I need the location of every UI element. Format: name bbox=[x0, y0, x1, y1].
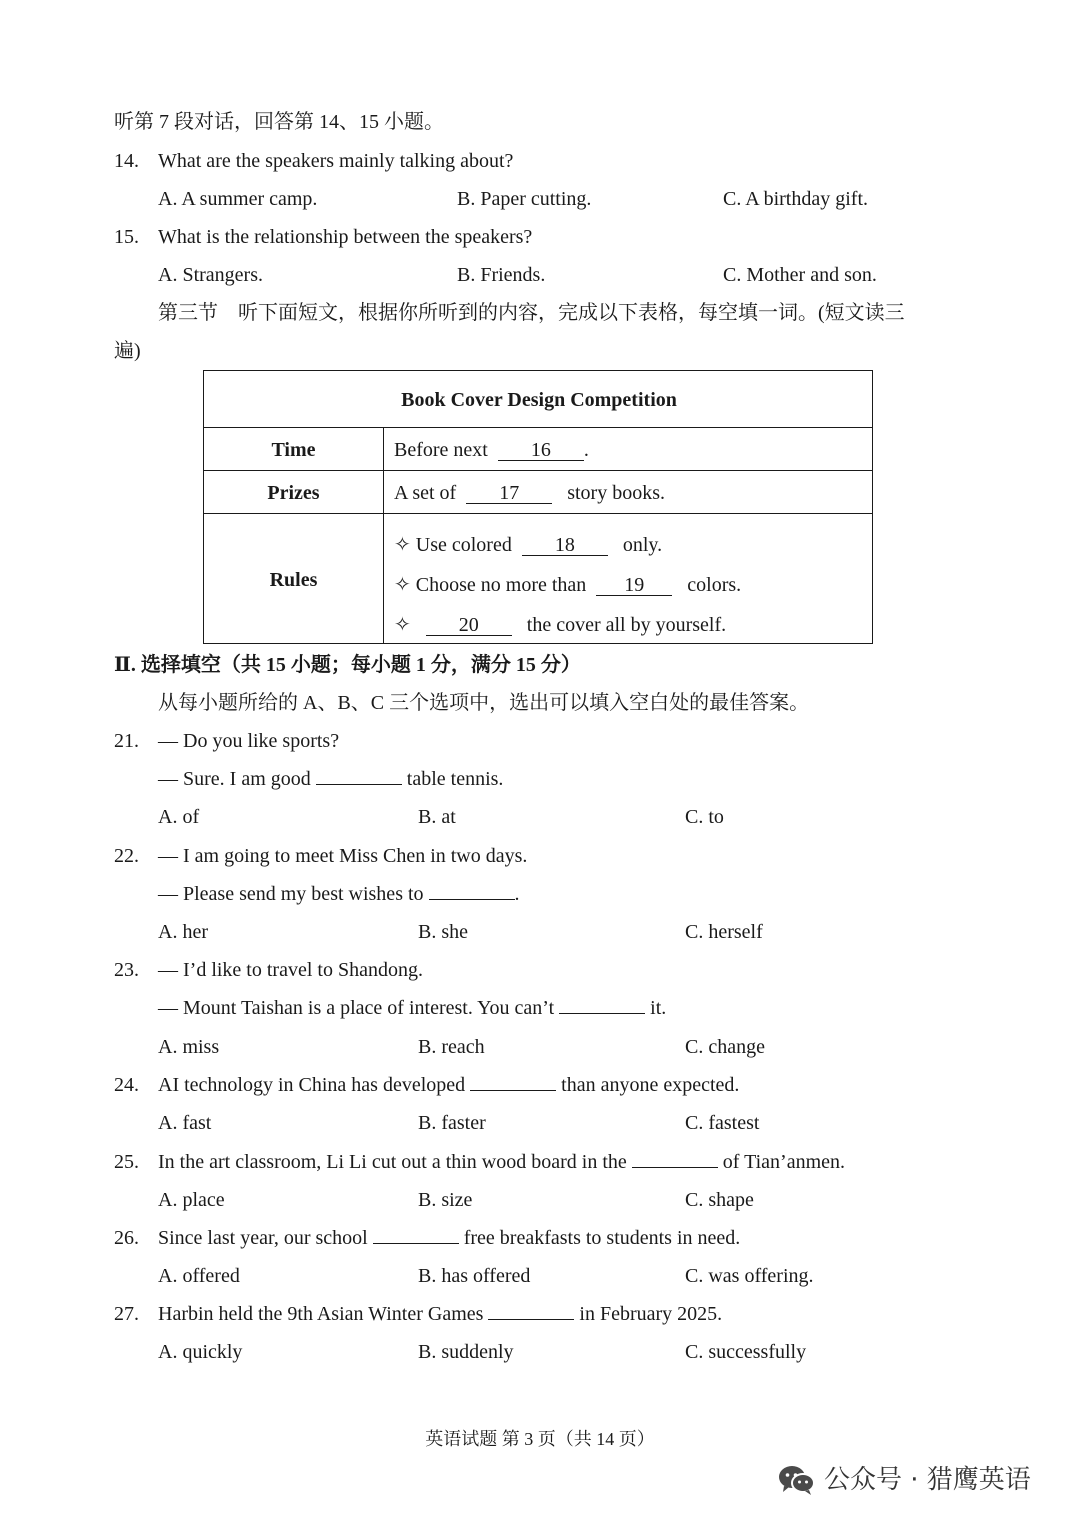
question-text: In the art classroom, Li Li cut out a thin wood board in the of Tian’anmen. bbox=[158, 1151, 845, 1173]
question-text: What is the relationship between the speakers? bbox=[158, 226, 533, 248]
dialog-line: — Do you like sports? bbox=[158, 730, 340, 752]
option-c: C. was offering. bbox=[685, 1265, 814, 1287]
question-number: 22. bbox=[114, 845, 139, 867]
option-a: A. her bbox=[158, 921, 208, 943]
sparkle-icon: ✧ bbox=[394, 614, 411, 636]
question-number: 23. bbox=[114, 959, 139, 981]
section3-instruction: 第三节 听下面短文，根据你所听到的内容，完成以下表格，每空填一词。(短文读三 bbox=[158, 302, 905, 324]
option-a: A. quickly bbox=[158, 1341, 243, 1363]
option-b: B. Paper cutting. bbox=[457, 188, 592, 210]
watermark-text: 公众号 · 猎鹰英语 bbox=[824, 1465, 1031, 1495]
option-a: A. Strangers. bbox=[158, 264, 263, 286]
answer-blank[interactable]: 19 bbox=[596, 575, 672, 596]
option-b: B. suddenly bbox=[418, 1341, 514, 1363]
option-b: B. size bbox=[418, 1189, 473, 1211]
answer-blank[interactable] bbox=[632, 1167, 718, 1168]
option-b: B. reach bbox=[418, 1036, 485, 1058]
answer-blank[interactable]: 18 bbox=[522, 535, 608, 556]
answer-blank[interactable] bbox=[316, 784, 402, 785]
rule-1: ✧ Use colored 18 only. bbox=[394, 534, 663, 556]
option-b: B. Friends. bbox=[457, 264, 546, 286]
part2-heading: Ⅱ. 选择填空（共 15 小题；每小题 1 分，满分 15 分） bbox=[114, 654, 581, 676]
answer-blank[interactable] bbox=[373, 1243, 459, 1244]
question-number: 26. bbox=[114, 1227, 139, 1249]
answer-blank[interactable] bbox=[559, 1013, 645, 1014]
option-a: A. fast bbox=[158, 1112, 212, 1134]
question-text: Since last year, our school free breakfasts to students in need. bbox=[158, 1227, 741, 1249]
question-text: Harbin held the 9th Asian Winter Games in February 2025. bbox=[158, 1303, 723, 1325]
rules-label: Rules bbox=[269, 569, 318, 591]
option-c: C. fastest bbox=[685, 1112, 760, 1134]
option-a: A. offered bbox=[158, 1265, 240, 1287]
answer-blank[interactable]: 16 bbox=[498, 440, 584, 461]
dialog-line: — I’d like to travel to Shandong. bbox=[158, 959, 423, 981]
option-c: C. Mother and son. bbox=[723, 264, 877, 286]
wechat-icon bbox=[778, 1464, 816, 1496]
table-title: Book Cover Design Competition bbox=[401, 389, 677, 411]
option-b: B. faster bbox=[418, 1112, 486, 1134]
question-number: 24. bbox=[114, 1074, 139, 1096]
answer-blank[interactable]: 20 bbox=[426, 615, 512, 636]
question-number: 14. bbox=[114, 150, 139, 172]
option-c: C. herself bbox=[685, 921, 763, 943]
option-b: B. she bbox=[418, 921, 468, 943]
question-text: What are the speakers mainly talking about? bbox=[158, 150, 514, 172]
dialog-line: — I am going to meet Miss Chen in two days. bbox=[158, 845, 528, 867]
question-number: 25. bbox=[114, 1151, 139, 1173]
watermark bbox=[778, 1460, 1031, 1500]
answer-blank[interactable] bbox=[470, 1090, 556, 1091]
question-text: AI technology in China has developed than anyone expected. bbox=[158, 1074, 740, 1096]
option-c: C. successfully bbox=[685, 1341, 807, 1363]
prizes-value: A set of 17 story books. bbox=[394, 482, 666, 504]
option-c: C. A birthday gift. bbox=[723, 188, 868, 210]
dialog-line: — Mount Taishan is a place of interest. You can’t it. bbox=[158, 997, 667, 1019]
sparkle-icon: ✧ bbox=[394, 534, 411, 556]
question-number: 27. bbox=[114, 1303, 139, 1325]
option-a: A. of bbox=[158, 806, 200, 828]
answer-blank[interactable]: 17 bbox=[466, 483, 552, 504]
option-c: C. to bbox=[685, 806, 724, 828]
competition-table bbox=[203, 370, 873, 644]
option-c: C. change bbox=[685, 1036, 765, 1058]
option-a: A. A summer camp. bbox=[158, 188, 318, 210]
option-b: B. at bbox=[418, 806, 456, 828]
prizes-label: Prizes bbox=[267, 482, 320, 504]
section3-instruction-cont: 遍) bbox=[114, 340, 141, 362]
question-number: 15. bbox=[114, 226, 139, 248]
time-label: Time bbox=[271, 439, 316, 461]
dialog-line: — Sure. I am good table tennis. bbox=[158, 768, 504, 790]
option-a: A. place bbox=[158, 1189, 225, 1211]
rule-3: ✧ 20 the cover all by yourself. bbox=[394, 614, 727, 636]
option-c: C. shape bbox=[685, 1189, 754, 1211]
answer-blank[interactable] bbox=[429, 899, 515, 900]
dialog-line: — Please send my best wishes to . bbox=[158, 883, 520, 905]
section-intro: 听第 7 段对话，回答第 14、15 小题。 bbox=[114, 111, 444, 133]
rule-2: ✧ Choose no more than 19 colors. bbox=[394, 574, 742, 596]
answer-blank[interactable] bbox=[488, 1319, 574, 1320]
sparkle-icon: ✧ bbox=[394, 574, 411, 596]
question-number: 21. bbox=[114, 730, 139, 752]
option-a: A. miss bbox=[158, 1036, 220, 1058]
page-footer: 英语试题 第 3 页（共 14 页） bbox=[425, 1429, 655, 1449]
option-b: B. has offered bbox=[418, 1265, 531, 1287]
part2-instruction: 从每小题所给的 A、B、C 三个选项中，选出可以填入空白处的最佳答案。 bbox=[158, 692, 810, 714]
time-value: Before next 16 . bbox=[394, 439, 589, 461]
